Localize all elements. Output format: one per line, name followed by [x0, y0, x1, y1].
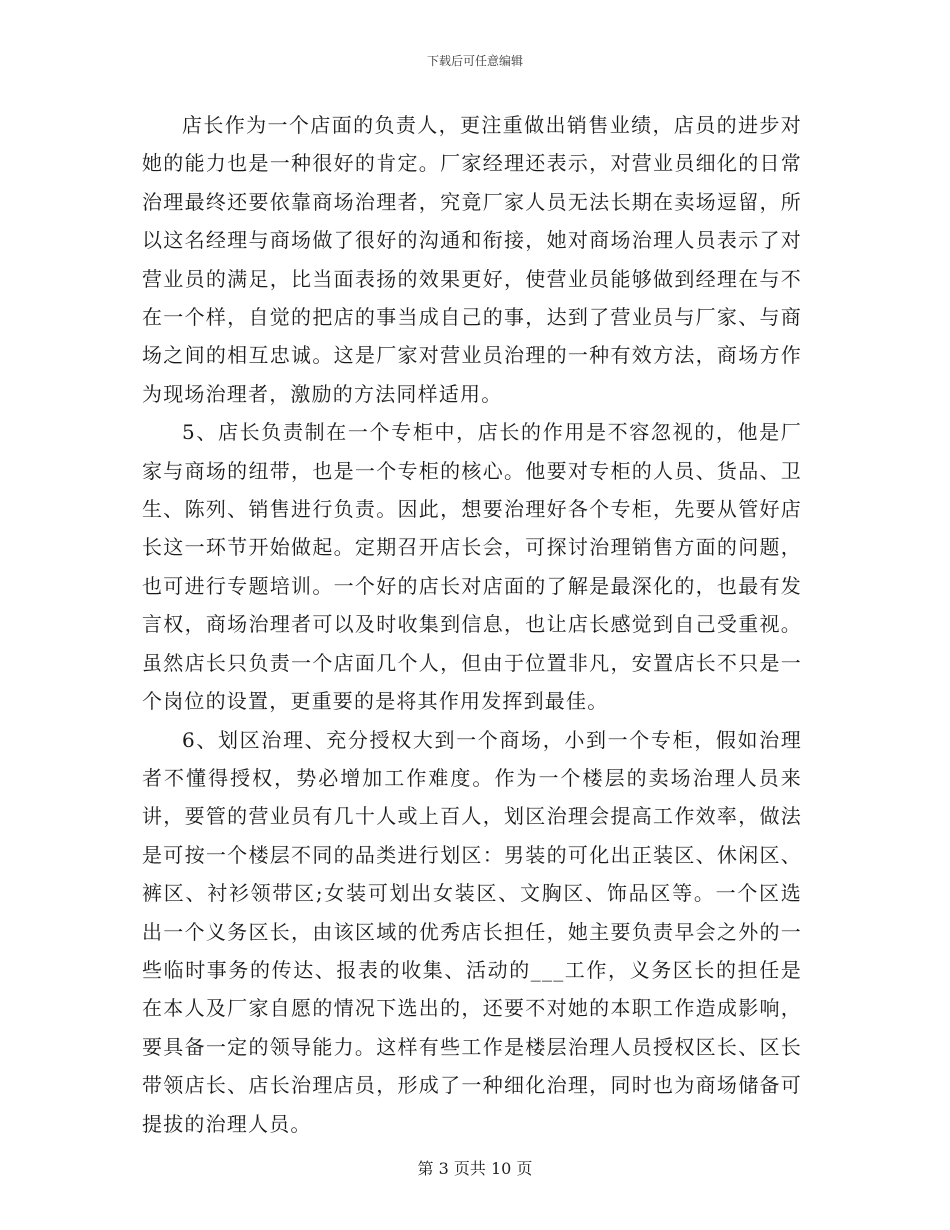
paragraph-zone-management: 6、划区治理、充分授权大到一个商场，小到一个专柜，假如治理者不懂得授权，势必增加工作难度。作为一个楼层的卖场治理人员来讲，要管的营业员有几十人或上百人，划区治理会提高工作效率，做法是可按一个楼层不同的品类进行划区：男装的可化出正装区、休闲区、裤区、衬衫领带区;女装可划出女装区、文胸区、饰品区等。一个区选出一个义务区长，由该区域的优秀店长担任，她主要负责早会之外的一些临时事务的传达、报表的收集、活动的___工作，义务区长的担任是在本人及厂家自愿的情况下选出的，还要不对她的本职工作造成影响，要具备一定的领导能力。这样有些工作是楼层治理人员授权区长、区长带领店长、店长治理店员，形成了一种细化治理，同时也为商场储备可提拔的治理人员。	[142, 727, 802, 1136]
header-note: 下载后可任意编辑	[426, 54, 523, 68]
page-number: 第 3 页共 10 页	[417, 1159, 533, 1178]
paragraph-store-manager-responsibility: 5、店长负责制在一个专柜中，店长的作用是不容忽视的，他是厂家与商场的纽带，也是一个专柜的核心。他要对专柜的人员、货品、卫生、陈列、销售进行负责。因此，想要治理好各个专柜，先要从管好店长这一环节开始做起。定期召开店长会，可探讨治理销售方面的问题，也可进行专题培训。一个好的店长对店面的了解是最深化的，也最有发言权，商场治理者可以及时收集到信息，也让店长感觉到自己受重视。虽然店长只负责一个店面几个人，但由于位置非凡，安置店长不只是一个岗位的设置，更重要的是将其作用发挥到最佳。	[142, 420, 802, 714]
paragraph-store-manager-motivation: 店长作为一个店面的负责人，更注重做出销售业绩，店员的进步对她的能力也是一种很好的肯定。厂家经理还表示，对营业员细化的日常治理最终还要依靠商场治理者，究竟厂家人员无法长期在卖场逗留，所以这名经理与商场做了很好的沟通和衔接，她对商场治理人员表示了对营业员的满足，比当面表扬的效果更好，使营业员能够做到经理在与不在一个样，自觉的把店的事当成自己的事，达到了营业员与厂家、与商场之间的相互忠诚。这是厂家对营业员治理的一种有效方法，商场方作为现场治理者，激励的方法同样适用。	[142, 113, 802, 406]
document-body	[142, 106, 802, 1143]
